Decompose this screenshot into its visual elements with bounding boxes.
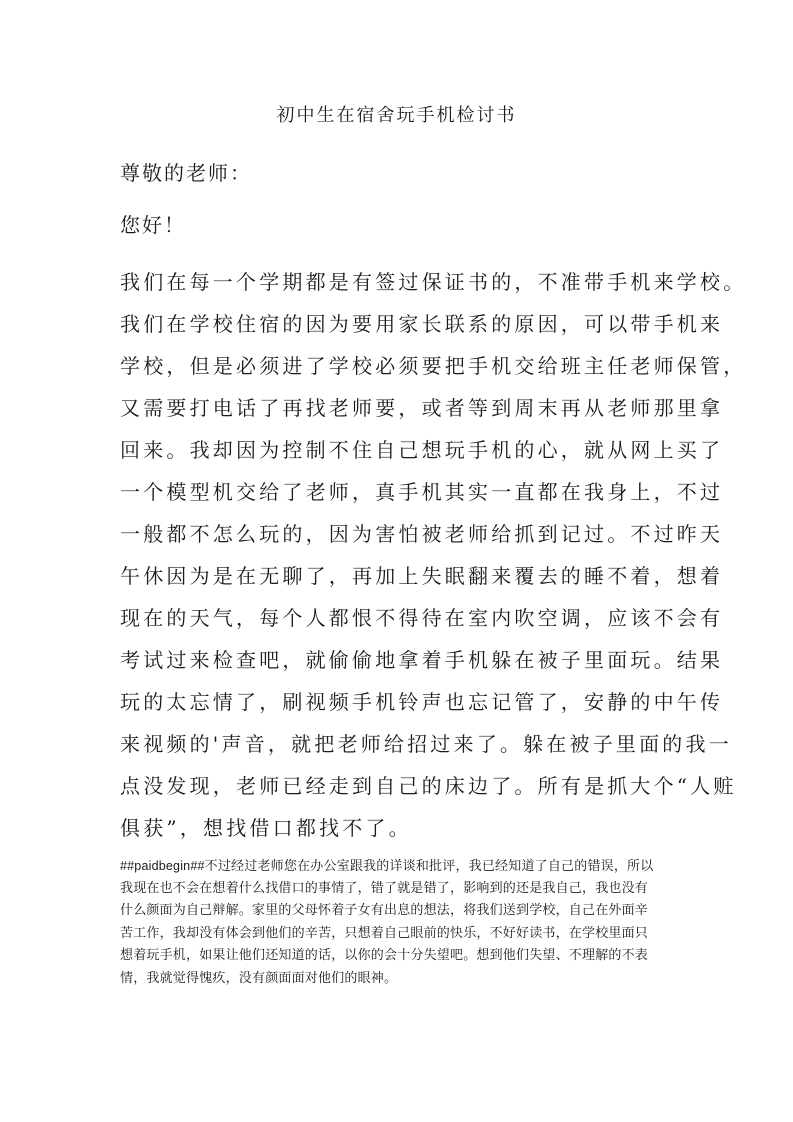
body-line: 午休因为是在无聊了，再加上失眠翻来覆去的睡不着，想着: [120, 564, 724, 588]
body-line: 考试过来检查吧，就偷偷地拿着手机躲在被子里面玩。结果: [120, 648, 724, 672]
body-line: 我们在学校住宿的因为要用家长联系的原因，可以带手机来: [120, 312, 724, 336]
body-line: 来视频的'声音，就把老师给招过来了。躲在被子里面的我一: [120, 732, 732, 756]
paid-line: 苦工作，我却没有体会到他们的辛苦，只想着自己眼前的快乐，不好好读书，在学校里面只: [120, 925, 649, 941]
body-line: 现在的天气，每个人都恨不得待在室内吹空调，应该不会有: [120, 606, 724, 630]
body-line: 我们在每一个学期都是有签过保证书的，不准带手机来学校。: [120, 270, 747, 294]
body-line: 又需要打电话了再找老师要，或者等到周末再从老师那里拿: [120, 396, 724, 420]
paid-line-text: 不过经过老师您在办公室跟我的详谈和批评，我已经知道了自己的错误，所以: [204, 859, 654, 874]
body-line: 学校，但是必须进了学校必须要把手机交给班主任老师保管，: [120, 354, 747, 378]
paid-line: [120, 855, 680, 878]
paid-line: 什么颜面为自己辩解。家里的父母怀着子女有出息的想法，将我们送到学校，自己在外面辛: [120, 903, 649, 919]
salutation: 尊敬的老师：: [120, 161, 252, 185]
paid-line: 情，我就觉得愧疚，没有颜面面对他们的眼神。: [120, 970, 398, 986]
paid-line: 想着玩手机，如果让他们还知道的话，以你的会十分失望吧。想到他们失望、不理解的不表: [120, 948, 649, 964]
body-line: 一个模型机交给了老师，真手机其实一直都在我身上，不过: [120, 480, 724, 504]
paid-line: 我现在也不会在想着什么找借口的事情了，错了就是错了，影响到的还是我自己，我也没有: [120, 880, 649, 896]
paid-marker: ##paidbegin##: [120, 859, 205, 873]
body-line: 玩的太忘情了，刷视频手机铃声也忘记管了，安静的中午传: [120, 690, 724, 714]
greeting: 您好！: [120, 213, 186, 237]
body-line: 俱获”，想找借口都找不了。: [120, 816, 412, 840]
paid-section: [120, 855, 680, 991]
body-paragraph: [120, 261, 747, 849]
body-line: 点没发现，老师已经走到自己的床边了。所有是抓大个“人赃: [120, 774, 737, 798]
document-title: 初中生在宿舍玩手机检讨书: [276, 105, 517, 126]
body-line: 回来。我却因为控制不住自己想玩手机的心，就从网上买了: [120, 438, 724, 462]
body-line: 一般都不怎么玩的，因为害怕被老师给抓到记过。不过昨天: [120, 522, 724, 546]
